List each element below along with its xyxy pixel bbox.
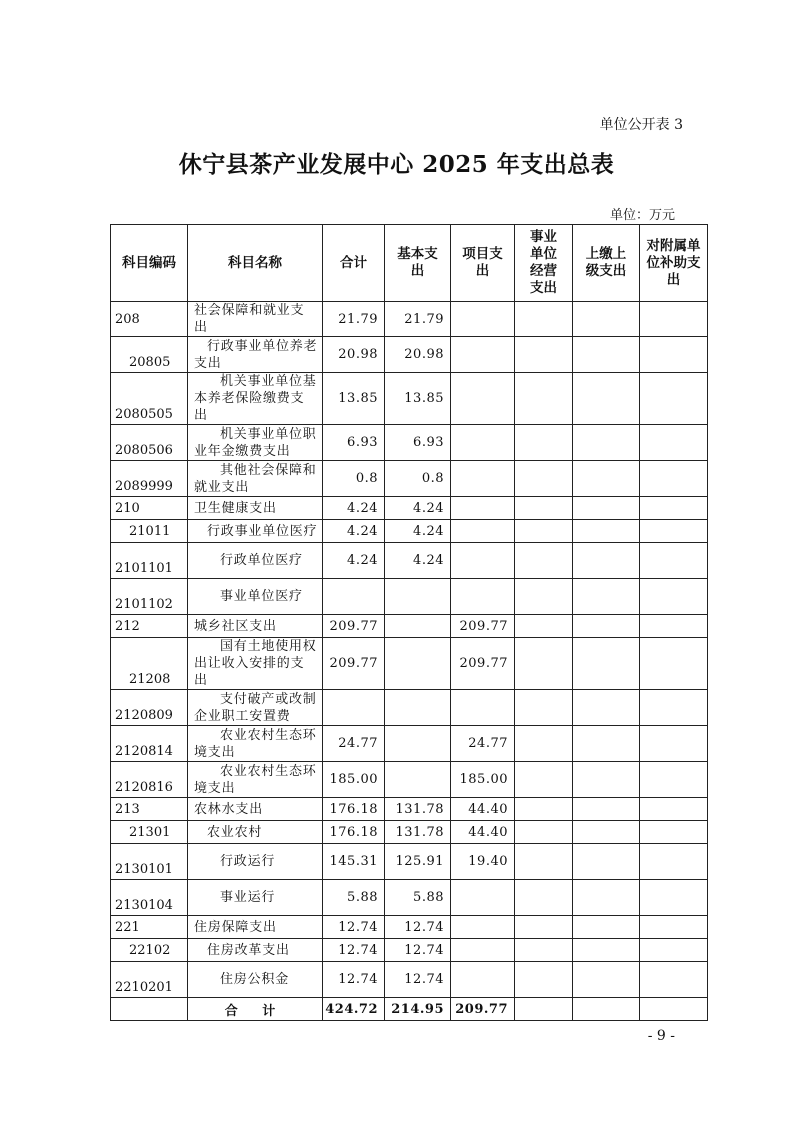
code-cell: 2130101 [111,844,188,880]
basic-cell: 131.78 [385,821,451,844]
page-title: 休宁县茶产业发展中心 2025 年支出总表 [178,151,615,178]
name-cell: 农业农村 [188,821,323,844]
name-cell: 农业农村生态环境支出 [188,762,323,798]
upper-cell [573,337,640,373]
table-row [111,497,708,520]
code-cell: 2210201 [111,962,188,998]
code-cell: 2080506 [111,425,188,461]
project-cell: 44.40 [451,798,515,821]
table-number-label: 单位公开表 3 [599,117,683,133]
name-cell: 机关事业单位基本养老保险缴费支出 [188,373,323,425]
name-cell: 行政单位医疗 [188,543,323,579]
upper-cell [573,543,640,579]
table-row [111,762,708,798]
code-cell: 2089999 [111,461,188,497]
subsidy-cell [640,615,708,638]
total-project: 209.77 [451,998,515,1021]
upper-cell [573,302,640,337]
basic-cell: 20.98 [385,337,451,373]
business-cell [515,638,573,690]
code-cell: 213 [111,798,188,821]
name-cell: 行政事业单位医疗 [188,520,323,543]
subsidy-cell [640,373,708,425]
upper-cell [573,615,640,638]
total-cell: 145.31 [323,844,385,880]
table-row [111,844,708,880]
header-name: 科目名称 [188,225,323,302]
basic-cell: 13.85 [385,373,451,425]
business-cell [515,461,573,497]
table-row [111,520,708,543]
project-cell [451,520,515,543]
upper-cell [573,762,640,798]
project-cell [451,543,515,579]
name-cell: 事业运行 [188,880,323,916]
total-cell: 209.77 [323,638,385,690]
subsidy-cell [640,497,708,520]
total-cell: 176.18 [323,821,385,844]
project-cell [451,880,515,916]
upper-cell [573,425,640,461]
table-row [111,726,708,762]
total-cell: 24.77 [323,726,385,762]
upper-cell [573,638,640,690]
upper-cell [573,461,640,497]
table-row [111,880,708,916]
total-cell: 185.00 [323,762,385,798]
subsidy-cell [640,821,708,844]
name-cell: 住房公积金 [188,962,323,998]
upper-cell [573,373,640,425]
business-cell [515,880,573,916]
subsidy-cell [640,798,708,821]
total-basic: 214.95 [385,998,451,1021]
basic-cell: 12.74 [385,939,451,962]
subsidy-cell [640,638,708,690]
code-cell: 2101101 [111,543,188,579]
business-cell [515,916,573,939]
business-cell [515,579,573,615]
project-cell: 185.00 [451,762,515,798]
header-subsidy: 对附属单位补助支出 [640,225,708,302]
total-cell: 209.77 [323,615,385,638]
name-cell: 支付破产或改制企业职工安置费 [188,690,323,726]
upper-cell [573,579,640,615]
business-cell [515,690,573,726]
subsidy-cell [640,520,708,543]
code-cell: 2101102 [111,579,188,615]
total-cell: 21.79 [323,302,385,337]
table-row [111,690,708,726]
table-row [111,337,708,373]
total-cell [323,579,385,615]
business-cell [515,962,573,998]
subsidy-cell [640,962,708,998]
business-cell [515,726,573,762]
project-cell [451,497,515,520]
business-cell [515,844,573,880]
project-cell: 19.40 [451,844,515,880]
name-cell: 住房保障支出 [188,916,323,939]
header-basic: 基本支出 [385,225,451,302]
project-cell [451,939,515,962]
name-cell: 行政运行 [188,844,323,880]
subsidy-cell [640,762,708,798]
subsidy-cell [640,461,708,497]
table-row [111,916,708,939]
upper-cell [573,798,640,821]
code-cell: 21208 [111,638,188,690]
code-cell: 2120814 [111,726,188,762]
header-code: 科目编码 [111,225,188,302]
basic-cell [385,690,451,726]
header-project: 项目支出 [451,225,515,302]
name-cell: 机关事业单位职业年金缴费支出 [188,425,323,461]
subsidy-cell [640,543,708,579]
total-cell: 12.74 [323,916,385,939]
name-cell: 农林水支出 [188,798,323,821]
total-cell: 176.18 [323,798,385,821]
total-row [111,998,708,1021]
basic-cell: 5.88 [385,880,451,916]
expenditure-table [110,224,708,1021]
project-cell: 209.77 [451,615,515,638]
subsidy-cell [640,337,708,373]
basic-cell: 0.8 [385,461,451,497]
subsidy-cell [640,844,708,880]
code-cell: 21301 [111,821,188,844]
code-cell: 210 [111,497,188,520]
basic-cell: 131.78 [385,798,451,821]
total-cell: 4.24 [323,497,385,520]
subsidy-cell [640,726,708,762]
business-cell [515,497,573,520]
table-row [111,461,708,497]
basic-cell: 4.24 [385,520,451,543]
name-cell: 农业农村生态环境支出 [188,726,323,762]
total-cell: 20.98 [323,337,385,373]
table-header-row [111,225,708,302]
project-cell [451,962,515,998]
table-row [111,821,708,844]
total-cell: 4.24 [323,543,385,579]
code-cell: 2130104 [111,880,188,916]
total-cell: 4.24 [323,520,385,543]
basic-cell [385,579,451,615]
code-cell: 21011 [111,520,188,543]
total-business [515,998,573,1021]
subsidy-cell [640,425,708,461]
code-cell: 221 [111,916,188,939]
total-cell: 13.85 [323,373,385,425]
header-total: 合计 [323,225,385,302]
total-cell [323,690,385,726]
basic-cell: 12.74 [385,962,451,998]
code-cell: 2120809 [111,690,188,726]
total-sum: 424.72 [323,998,385,1021]
name-cell: 城乡社区支出 [188,615,323,638]
business-cell [515,798,573,821]
table-row [111,962,708,998]
project-cell [451,916,515,939]
name-cell: 国有土地使用权出让收入安排的支出 [188,638,323,690]
project-cell [451,579,515,615]
business-cell [515,520,573,543]
project-cell: 44.40 [451,821,515,844]
code-cell: 2120816 [111,762,188,798]
total-subsidy [640,998,708,1021]
name-cell: 住房改革支出 [188,939,323,962]
name-cell: 事业单位医疗 [188,579,323,615]
project-cell [451,425,515,461]
upper-cell [573,844,640,880]
project-cell [451,302,515,337]
code-cell: 212 [111,615,188,638]
basic-cell [385,638,451,690]
project-cell [451,373,515,425]
code-cell: 22102 [111,939,188,962]
business-cell [515,821,573,844]
project-cell: 24.77 [451,726,515,762]
table-row [111,373,708,425]
total-cell: 5.88 [323,880,385,916]
total-upper [573,998,640,1021]
name-cell: 其他社会保障和就业支出 [188,461,323,497]
subsidy-cell [640,579,708,615]
subsidy-cell [640,880,708,916]
basic-cell [385,615,451,638]
business-cell [515,615,573,638]
header-business: 事业单位经营支出 [515,225,573,302]
basic-cell: 21.79 [385,302,451,337]
table-row [111,543,708,579]
upper-cell [573,497,640,520]
code-cell: 20805 [111,337,188,373]
total-cell: 6.93 [323,425,385,461]
basic-cell: 4.24 [385,543,451,579]
total-cell: 12.74 [323,939,385,962]
business-cell [515,939,573,962]
table-row [111,425,708,461]
table-row [111,939,708,962]
business-cell [515,425,573,461]
business-cell [515,302,573,337]
basic-cell [385,762,451,798]
business-cell [515,373,573,425]
project-cell [451,461,515,497]
table-row [111,615,708,638]
upper-cell [573,962,640,998]
table-row [111,302,708,337]
header-upper: 上缴上级支出 [573,225,640,302]
total-cell: 12.74 [323,962,385,998]
project-cell [451,690,515,726]
name-cell: 社会保障和就业支出 [188,302,323,337]
page-number: - 9 - [647,1028,675,1044]
total-cell: 0.8 [323,461,385,497]
basic-cell: 125.91 [385,844,451,880]
basic-cell: 4.24 [385,497,451,520]
upper-cell [573,726,640,762]
subsidy-cell [640,939,708,962]
business-cell [515,543,573,579]
upper-cell [573,690,640,726]
code-cell: 208 [111,302,188,337]
business-cell [515,337,573,373]
table-row [111,638,708,690]
name-cell: 卫生健康支出 [188,497,323,520]
subsidy-cell [640,916,708,939]
upper-cell [573,821,640,844]
basic-cell: 6.93 [385,425,451,461]
code-cell: 2080505 [111,373,188,425]
total-label: 合 计 [188,998,323,1021]
upper-cell [573,520,640,543]
subsidy-cell [640,690,708,726]
table-row [111,579,708,615]
upper-cell [573,939,640,962]
subsidy-cell [640,302,708,337]
unit-label: 单位：万元 [609,208,675,223]
total-code-cell [111,998,188,1021]
upper-cell [573,916,640,939]
business-cell [515,762,573,798]
table-row [111,798,708,821]
upper-cell [573,880,640,916]
basic-cell [385,726,451,762]
name-cell: 行政事业单位养老支出 [188,337,323,373]
project-cell [451,337,515,373]
basic-cell: 12.74 [385,916,451,939]
project-cell: 209.77 [451,638,515,690]
